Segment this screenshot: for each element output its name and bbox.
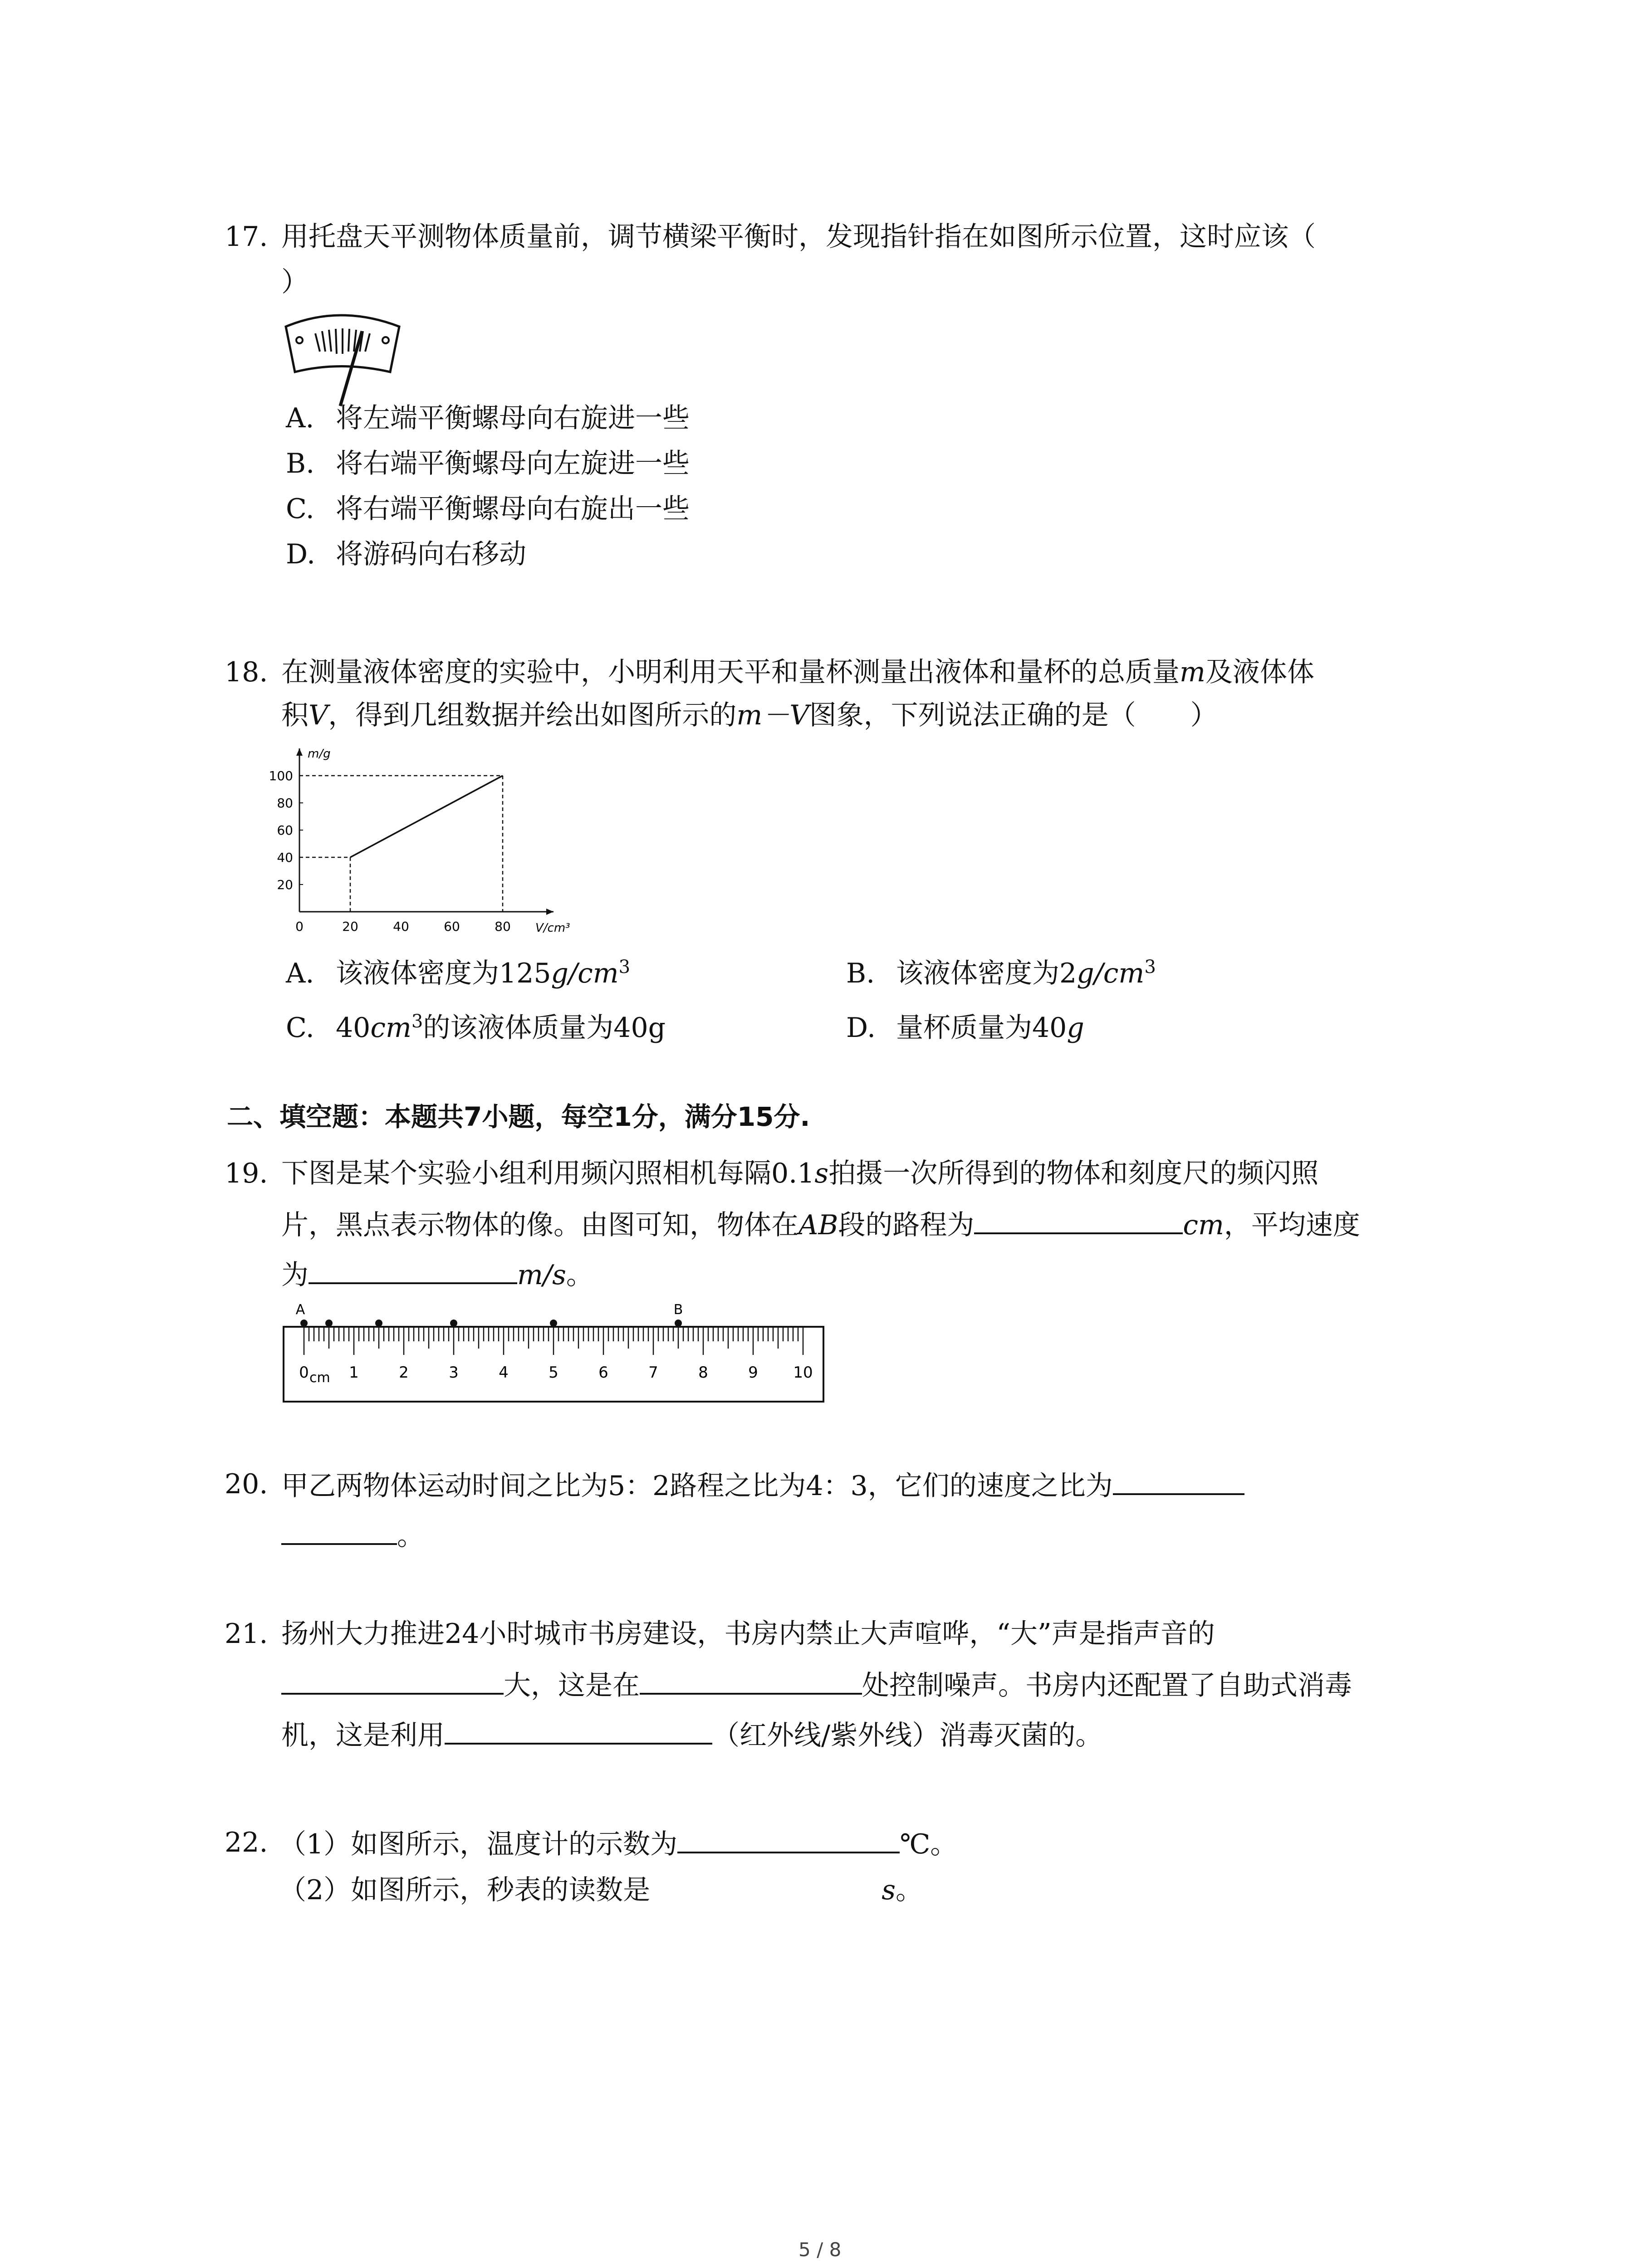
q19-number: 19. [225, 1158, 268, 1189]
y-tick-label: 20 [277, 877, 293, 892]
option-text: 40 [336, 1012, 371, 1044]
ruler-number-label: 9 [748, 1364, 758, 1382]
option-letter: B. [846, 958, 875, 989]
x-axis-label: V/cm³ [535, 921, 570, 935]
q21-line3: 机，这是利用 （红外线/紫外线）消毒灭菌的。 [281, 1715, 1102, 1755]
q18-option-c[interactable] [286, 1002, 666, 1047]
q17-option-d[interactable] [286, 535, 526, 573]
q22-line1: （1）如图所示，温度计的示数为 ℃。 [279, 1823, 957, 1863]
ruler-number-label: 10 [793, 1364, 813, 1382]
q17-option-c[interactable] [286, 490, 690, 528]
q21-line2: 大，这是在 处控制噪声。书房内还配置了自助式消毒 [281, 1665, 1352, 1705]
ruler-number-label: 4 [499, 1364, 509, 1382]
option-unit: g [1067, 1012, 1084, 1044]
q17-option-b[interactable] [286, 445, 690, 483]
option-letter: C. [286, 493, 314, 525]
ruler-number-label: 5 [549, 1364, 558, 1382]
ruler-number-label: 3 [449, 1364, 459, 1382]
q18-stem-line1: 在测量液体密度的实验中，小明利用天平和量杯测量出液体和量杯的总质量m及液体体 [281, 656, 1314, 688]
ruler-number-label: 7 [648, 1364, 658, 1382]
option-text: 将右端平衡螺母向左旋进一些 [336, 448, 690, 479]
option-text-after: 的该液体质量为40g [423, 1012, 666, 1044]
option-text: 该液体密度为125 [336, 958, 551, 989]
x-tick-label: 80 [495, 919, 511, 934]
x-tick-label: 60 [444, 919, 460, 934]
flash-dot [325, 1320, 333, 1327]
q21-blank-3[interactable] [445, 1715, 712, 1745]
q22-number: 22. [225, 1827, 268, 1858]
q21-number: 21. [225, 1618, 268, 1650]
q22-blank-temperature[interactable] [677, 1823, 900, 1853]
option-text: 该液体密度为2 [896, 958, 1077, 989]
q17-stem-line1: 用托盘天平测物体质量前，调节横梁平衡时，发现指针指在如图所示位置，这时应该（ [281, 221, 1316, 253]
y-tick-label: 40 [277, 850, 293, 865]
q20-line2: 。 [281, 1515, 424, 1555]
x-tick-label: 20 [342, 919, 358, 934]
q21-blank-1[interactable] [281, 1665, 504, 1695]
ruler-unit-label: cm [309, 1370, 330, 1386]
section-title-fill-in: 二、填空题：本题共7小题，每空1分，满分15分. [227, 1101, 810, 1132]
option-unit: cm [370, 1012, 411, 1044]
balance-pointer-figure [277, 308, 408, 408]
option-letter: C. [286, 1012, 314, 1044]
q19-line3: 为 m/s。 [281, 1254, 593, 1294]
q18-option-d[interactable] [846, 1002, 1084, 1047]
q19-line1: 下图是某个实验小组利用频闪照相机每隔0.1s拍摄一次所得到的物体和刻度尺的频闪照 [281, 1158, 1319, 1189]
flash-dot [300, 1320, 308, 1327]
y-tick-label: 80 [277, 796, 293, 811]
q19-blank-distance[interactable] [974, 1204, 1183, 1234]
flash-dot [375, 1320, 382, 1327]
y-tick-label: 100 [269, 768, 293, 783]
flash-dot [450, 1320, 457, 1327]
ruler-number-label: 6 [598, 1364, 608, 1382]
y-tick-label: 60 [277, 823, 293, 838]
q21-line1: 扬州大力推进24小时城市书房建设，书房内禁止大声喧哗，“大”声是指声音的 [281, 1618, 1215, 1650]
option-text: 将左端平衡螺母向右旋进一些 [336, 402, 690, 434]
q18-option-a[interactable] [286, 948, 630, 992]
point-b-label: B [673, 1302, 683, 1318]
option-letter: D. [846, 1012, 876, 1044]
q17-option-a[interactable] [286, 399, 690, 437]
option-unit: g/cm [551, 958, 619, 989]
q18-stem-line2: 积V，得到几组数据并绘出如图所示的m－V图象，下列说法正确的是（ ） [281, 699, 1218, 731]
q20-blank-part2[interactable] [281, 1515, 397, 1545]
option-unit: g/cm [1077, 958, 1145, 989]
ruler-figure [272, 1302, 830, 1406]
q21-blank-2[interactable] [640, 1665, 862, 1695]
ruler-number-label: 2 [399, 1364, 409, 1382]
q18-number: 18. [225, 656, 268, 688]
page-number: 5 / 8 [798, 2239, 842, 2261]
flash-dot [675, 1320, 682, 1327]
option-text: 将右端平衡螺母向右旋出一些 [336, 493, 690, 525]
x-tick-label: 0 [295, 919, 304, 934]
x-axis-arrow [546, 909, 554, 915]
option-unit-exponent: 3 [411, 1011, 423, 1032]
option-text: 将游码向右移动 [336, 538, 526, 570]
option-letter: B. [286, 448, 315, 479]
q20-blank-part1[interactable] [1113, 1465, 1244, 1495]
series-line [350, 776, 503, 857]
option-unit-exponent: 3 [1144, 957, 1156, 978]
q18-option-b[interactable] [846, 948, 1156, 992]
q17-stem-line2: ） [281, 266, 309, 298]
q20-number: 20. [225, 1468, 268, 1500]
option-text: 量杯质量为40 [896, 1012, 1067, 1044]
x-tick-label: 40 [393, 919, 409, 934]
y-axis-label: m/g [308, 747, 331, 761]
q17-number: 17. [225, 221, 268, 253]
option-letter: D. [286, 538, 316, 570]
ruler-number-label: 8 [698, 1364, 708, 1382]
option-letter: A. [286, 402, 314, 434]
q19-line2: 片，黑点表示物体的像。由图可知，物体在AB段的路程为 cm，平均速度 [281, 1204, 1360, 1244]
option-unit-exponent: 3 [618, 957, 631, 978]
ruler-number-label: 1 [349, 1364, 359, 1382]
y-axis-arrow [296, 748, 303, 756]
flash-dot [550, 1320, 557, 1327]
q20-line1: 甲乙两物体运动时间之比为5：2路程之比为4：3，它们的速度之比为 [281, 1465, 1244, 1505]
q19-blank-speed[interactable] [309, 1254, 517, 1284]
point-a-label: A [295, 1302, 305, 1318]
m-v-graph [254, 735, 599, 943]
option-letter: A. [286, 958, 314, 989]
q22-line2: （2）如图所示，秒表的读数是 s。 [279, 1874, 923, 1906]
ruler-number-label: 0 [299, 1364, 309, 1382]
